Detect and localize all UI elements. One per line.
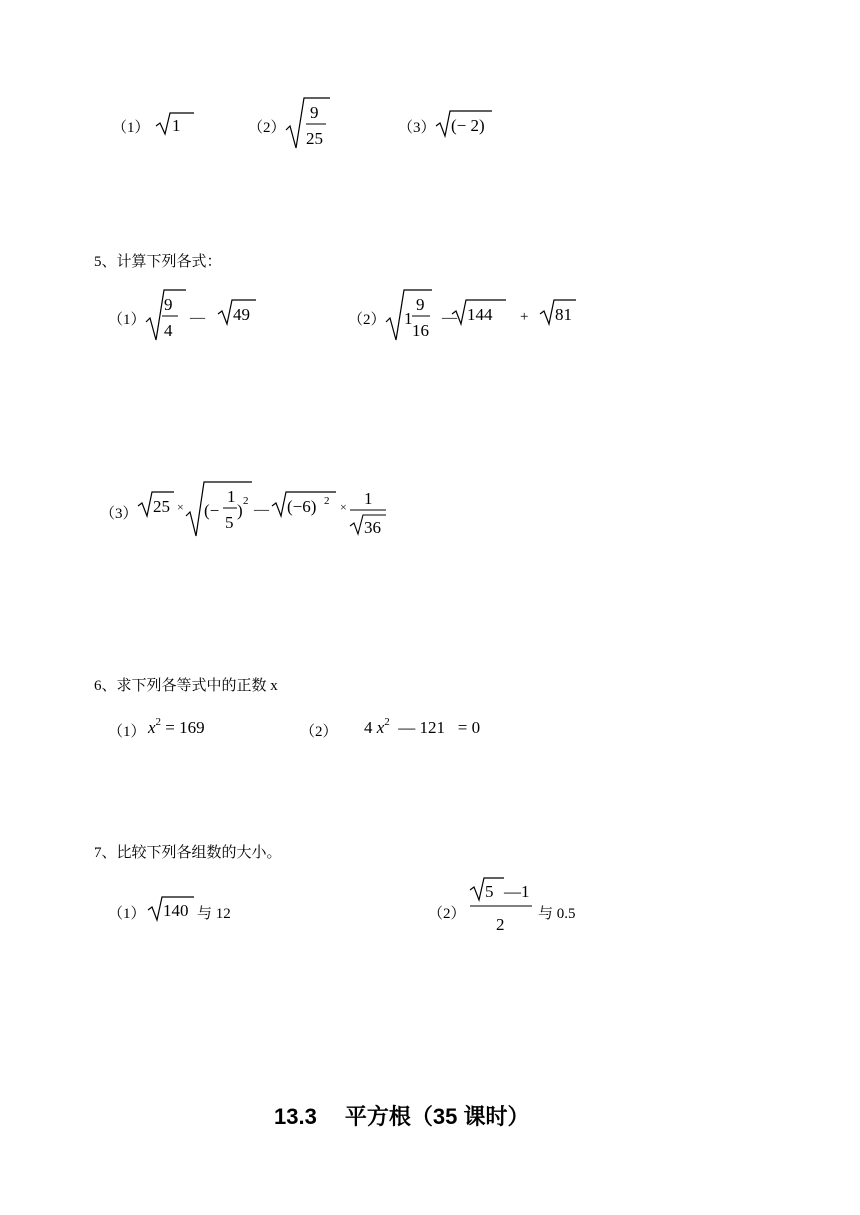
- item-label: （1）: [108, 724, 146, 740]
- equation: [148, 718, 205, 738]
- numerator-rest: —1: [504, 882, 530, 901]
- numerator: 9: [310, 103, 319, 122]
- operator-term: — 121: [398, 718, 446, 737]
- coefficient: 4: [364, 718, 373, 737]
- paren-close: ): [237, 501, 243, 520]
- denominator: 36: [364, 518, 381, 537]
- sqrt-expression: [434, 108, 494, 140]
- comparison-text: 与 0.5: [538, 906, 576, 922]
- operator: —: [442, 310, 457, 326]
- item-label: （3）: [398, 120, 436, 136]
- radicand: 81: [555, 305, 572, 324]
- item-label: （2）: [300, 724, 338, 740]
- operator: —: [190, 310, 205, 326]
- item-label: （2）: [348, 312, 386, 328]
- variable: x: [148, 718, 156, 737]
- times: ×: [340, 500, 347, 514]
- item-label: （1）: [108, 906, 146, 922]
- denominator: 2: [496, 915, 505, 934]
- times: ×: [177, 500, 184, 514]
- section-title: 13.3 平方根（35 课时）: [274, 1104, 530, 1129]
- fraction-expression: [468, 876, 538, 936]
- denominator: 16: [412, 321, 429, 340]
- q5-item3-expression: [136, 480, 396, 540]
- radicand: 49: [233, 305, 250, 324]
- equation-rhs: = 169: [165, 718, 205, 737]
- sqrt-fraction: [284, 96, 332, 152]
- operator: +: [520, 309, 529, 325]
- exponent: 2: [324, 495, 330, 507]
- radicand: 140: [163, 901, 189, 920]
- question-6-heading: 6、求下列各等式中的正数 x: [94, 678, 278, 694]
- question-5-heading: 5、计算下列各式：: [94, 254, 222, 270]
- item-label: （3）: [100, 506, 138, 522]
- sqrt-expression: [146, 894, 196, 924]
- denominator: 25: [306, 129, 323, 148]
- q5-item1-expression: [144, 288, 264, 344]
- equation-rhs: = 0: [457, 718, 481, 737]
- denominator: 5: [225, 513, 234, 532]
- variable: x: [376, 718, 385, 737]
- radicand: 1: [172, 116, 181, 135]
- operator: —: [254, 502, 269, 518]
- numerator: 9: [164, 295, 173, 314]
- paren-open: (−: [204, 501, 220, 520]
- radicand: (−6): [287, 497, 317, 516]
- radicand: 5: [485, 882, 494, 901]
- radicand: 25: [153, 497, 170, 516]
- item-label: （2）: [248, 120, 286, 136]
- exponent: 2: [243, 495, 249, 507]
- item-label: （1）: [112, 120, 150, 136]
- exponent: 2: [155, 716, 162, 728]
- numerator: 1: [364, 489, 373, 508]
- radicand: (− 2): [451, 116, 485, 135]
- item-label: （1）: [108, 312, 146, 328]
- numerator: 1: [227, 487, 236, 506]
- item-label: （2）: [428, 906, 466, 922]
- equation: [364, 718, 480, 738]
- q5-item2-expression: [384, 288, 584, 344]
- radicand: 144: [467, 305, 493, 324]
- numerator: 9: [416, 295, 425, 314]
- comparison-text: 与 12: [197, 906, 231, 922]
- denominator: 4: [164, 321, 173, 340]
- question-7-heading: 7、比较下列各组数的大小。: [94, 845, 282, 861]
- sqrt-expression: [154, 110, 194, 138]
- whole-part: 1: [404, 309, 413, 328]
- exponent: 2: [384, 716, 390, 728]
